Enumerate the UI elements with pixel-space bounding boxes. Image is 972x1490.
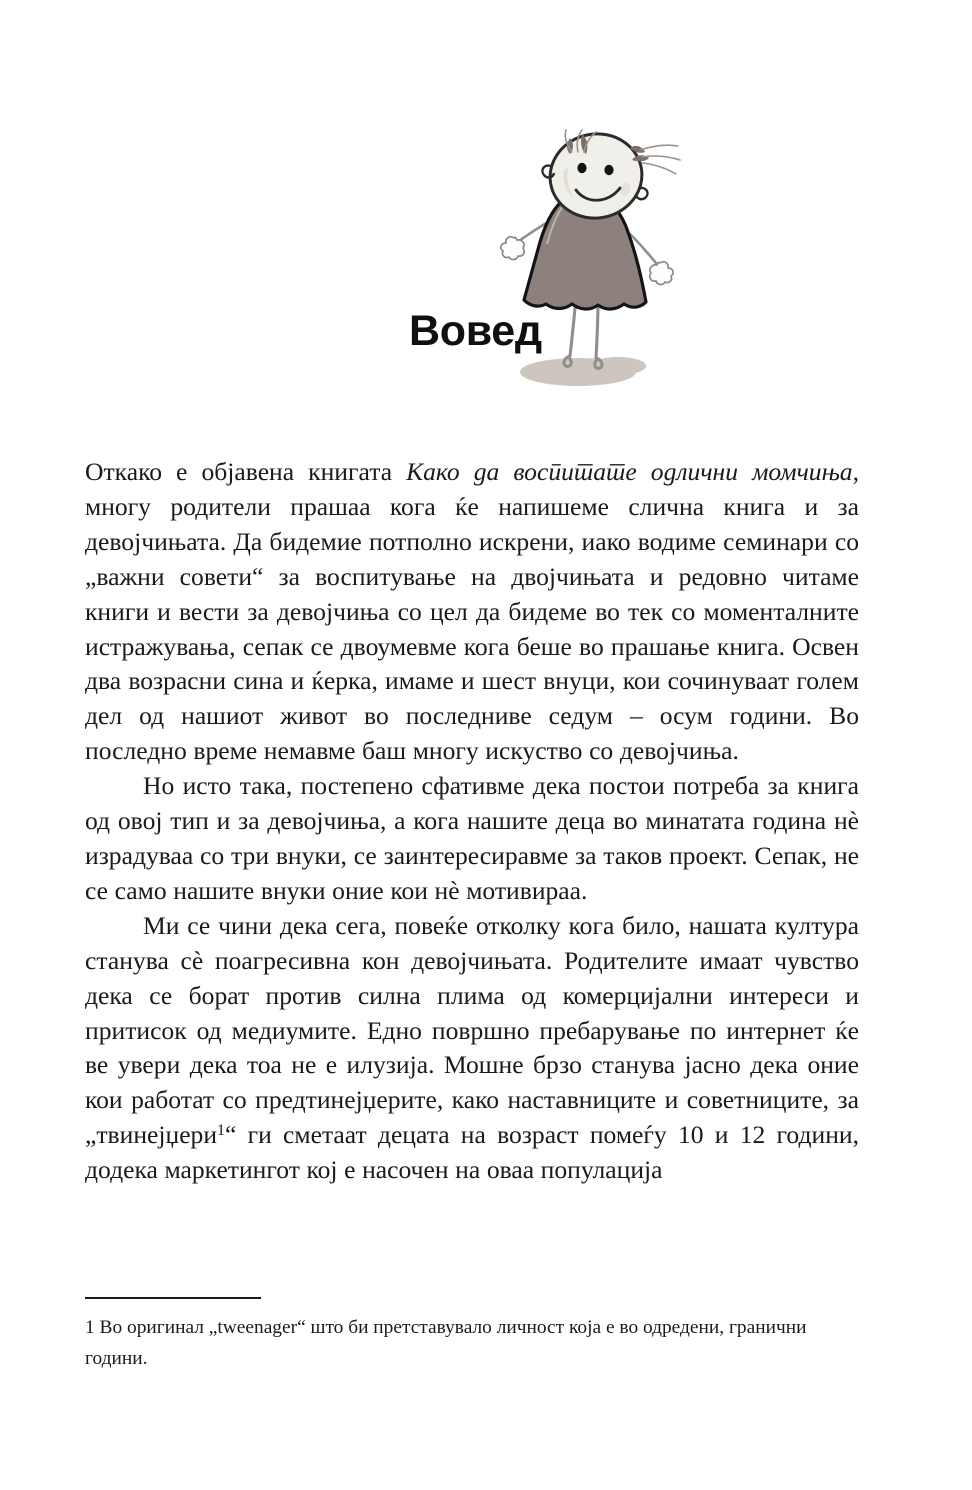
paragraph-3-run-1: Ми се чини дека сега, повеќе отколку кога било, нашата култура станува сѐ поагресивна кон девојчињата. Родителите имаат чувство дека се борат против силна плима од комерцијални интереси и притисок од медиумите. Едно површно пребарување по интернет ќе ве увери дека тоа не е илузија. Мошне брзо станува јасно дека оние кои работат со предтинејџерите, како наставниците и советниците, за „твинејџери <box>85 910 859 1150</box>
figure-shadow <box>520 357 646 386</box>
paragraph-1-run-1: Откако е објавена книгата <box>85 457 407 486</box>
paragraph-3 <box>85 909 859 1188</box>
cartoon-girl-illustration <box>490 130 710 410</box>
footnote-reference-marker[interactable]: 1 <box>217 1121 225 1139</box>
paragraph-2-run-1: Но исто така, постепено сфативме дека постои потреба за книга од овој тип и за девојчиња, а кога нашите деца во минатата година нѐ израдуваа со три внуки, се заинтересиравме за таков проект. Сепак, не се само нашите внуки оние кои нѐ мотивираа. <box>85 771 859 905</box>
footnote-area <box>85 1297 859 1374</box>
footnote-separator-rule <box>85 1297 261 1299</box>
paragraph-1 <box>85 455 859 769</box>
book-title-italic: Како да воспитате одлични момчиња, <box>406 457 859 486</box>
footnote-text: 1 Во оригинал „tweenager“ што би претставувало личност која е во одредени, гранични години. <box>85 1317 807 1369</box>
paragraph-1-run-3: многу родители прашаа кога ќе напишеме слична книга и за девојчињата. Да бидемие потполно искрени, иако водиме семинари со „важни совети“ за воспитување на двојчињата и редовно читаме книги и вести за девојчиња со цел да бидеме во тек со моменталните истражувања, сепак се двоумевме кога беше во прашање книга. Освен два возрасни сина и ќерка, имаме и шест внуци, кои сочинуваат голем дел од нашиот живот во последниве седум – осум години. Во последно време немавме баш многу искуство со девојчиња. <box>85 491 859 766</box>
chapter-header <box>0 0 972 430</box>
body-text <box>85 455 859 1188</box>
page-title: Вовед <box>409 307 542 355</box>
paragraph-2 <box>85 769 859 909</box>
paragraph-3-run-3: “ ги сметаат децата на возраст помеѓу 10 и 12 години, додека маркетингот кој е насочен на оваа популација <box>85 1120 859 1185</box>
